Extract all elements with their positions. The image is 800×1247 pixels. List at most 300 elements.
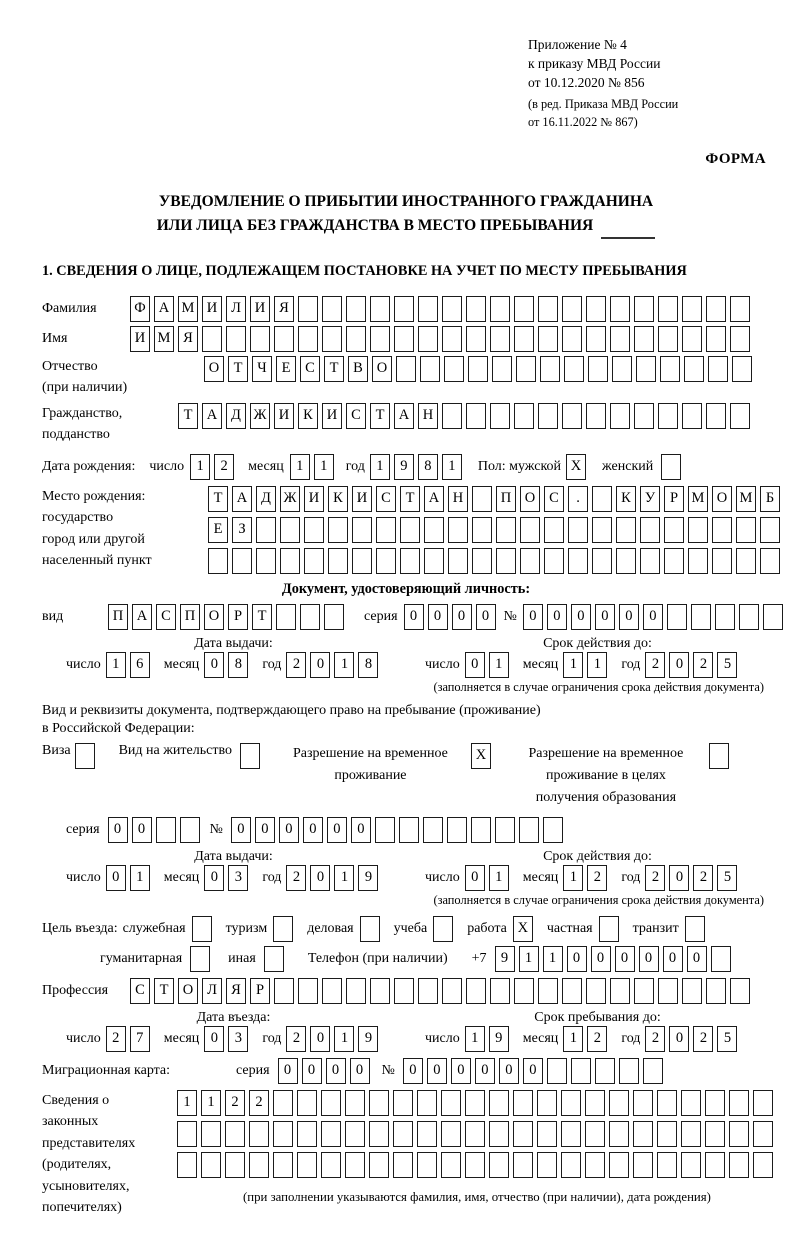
char-cell[interactable]: 0: [204, 1026, 224, 1052]
char-cell[interactable]: [636, 356, 656, 382]
char-cell[interactable]: [753, 1152, 773, 1178]
char-cell[interactable]: [370, 326, 390, 352]
char-cell[interactable]: Т: [370, 403, 390, 429]
char-cell[interactable]: [657, 1121, 677, 1147]
char-cell[interactable]: [256, 517, 276, 543]
char-cell[interactable]: [328, 548, 348, 574]
char-cell[interactable]: [369, 1152, 389, 1178]
char-cell[interactable]: Я: [274, 296, 294, 322]
char-cell[interactable]: [190, 946, 210, 972]
char-cell[interactable]: [321, 1152, 341, 1178]
char-cell[interactable]: [420, 356, 440, 382]
char-cell[interactable]: [240, 743, 260, 769]
char-cell[interactable]: С: [376, 486, 396, 512]
char-cell[interactable]: 5: [717, 652, 737, 678]
char-cell[interactable]: С: [130, 978, 150, 1004]
char-cell[interactable]: [537, 1152, 557, 1178]
char-cell[interactable]: И: [202, 296, 222, 322]
char-cell[interactable]: [658, 296, 678, 322]
char-cell[interactable]: [691, 604, 711, 630]
char-cell[interactable]: 2: [214, 454, 234, 480]
char-cell[interactable]: [633, 1121, 653, 1147]
char-cell[interactable]: 0: [303, 817, 323, 843]
char-cell[interactable]: 0: [663, 946, 683, 972]
char-cell[interactable]: [424, 517, 444, 543]
char-cell[interactable]: 2: [693, 865, 713, 891]
char-cell[interactable]: Я: [226, 978, 246, 1004]
char-cell[interactable]: [495, 817, 515, 843]
char-cell[interactable]: 1: [442, 454, 462, 480]
char-cell[interactable]: [298, 326, 318, 352]
char-cell[interactable]: [490, 403, 510, 429]
char-cell[interactable]: [634, 326, 654, 352]
char-cell[interactable]: К: [298, 403, 318, 429]
char-cell[interactable]: К: [616, 486, 636, 512]
char-cell[interactable]: 1: [543, 946, 563, 972]
char-cell[interactable]: П: [180, 604, 200, 630]
char-cell[interactable]: 0: [279, 817, 299, 843]
char-cell[interactable]: [345, 1090, 365, 1116]
char-cell[interactable]: 0: [310, 1026, 330, 1052]
char-cell[interactable]: 1: [201, 1090, 221, 1116]
char-cell[interactable]: [682, 403, 702, 429]
char-cell[interactable]: Ж: [280, 486, 300, 512]
char-cell[interactable]: [547, 1058, 567, 1084]
char-cell[interactable]: [225, 1152, 245, 1178]
char-cell[interactable]: [730, 326, 750, 352]
char-cell[interactable]: [538, 296, 558, 322]
char-cell[interactable]: 0: [465, 865, 485, 891]
char-cell[interactable]: [156, 817, 176, 843]
char-cell[interactable]: [394, 326, 414, 352]
char-cell[interactable]: [370, 296, 390, 322]
char-cell[interactable]: [514, 326, 534, 352]
char-cell[interactable]: [585, 1121, 605, 1147]
char-cell[interactable]: Р: [228, 604, 248, 630]
char-cell[interactable]: 3: [228, 865, 248, 891]
char-cell[interactable]: [729, 1121, 749, 1147]
char-cell[interactable]: [346, 296, 366, 322]
char-cell[interactable]: Ч: [252, 356, 272, 382]
char-cell[interactable]: [225, 1121, 245, 1147]
char-cell[interactable]: [369, 1090, 389, 1116]
char-cell[interactable]: 1: [587, 652, 607, 678]
char-cell[interactable]: 1: [489, 652, 509, 678]
char-cell[interactable]: 0: [132, 817, 152, 843]
char-cell[interactable]: [273, 1121, 293, 1147]
char-cell[interactable]: [561, 1090, 581, 1116]
char-cell[interactable]: [640, 517, 660, 543]
char-cell[interactable]: [609, 1121, 629, 1147]
char-cell[interactable]: [490, 326, 510, 352]
char-cell[interactable]: [586, 326, 606, 352]
char-cell[interactable]: 1: [489, 865, 509, 891]
char-cell[interactable]: [400, 517, 420, 543]
char-cell[interactable]: 2: [286, 1026, 306, 1052]
char-cell[interactable]: [708, 356, 728, 382]
char-cell[interactable]: [393, 1152, 413, 1178]
char-cell[interactable]: [705, 1152, 725, 1178]
char-cell[interactable]: [444, 356, 464, 382]
char-cell[interactable]: И: [304, 486, 324, 512]
char-cell[interactable]: [226, 326, 246, 352]
char-cell[interactable]: 0: [499, 1058, 519, 1084]
char-cell[interactable]: 8: [358, 652, 378, 678]
char-cell[interactable]: 2: [106, 1026, 126, 1052]
char-cell[interactable]: [441, 1090, 461, 1116]
char-cell[interactable]: [276, 604, 296, 630]
char-cell[interactable]: И: [130, 326, 150, 352]
char-cell[interactable]: [519, 817, 539, 843]
char-cell[interactable]: [471, 817, 491, 843]
char-cell[interactable]: [729, 1090, 749, 1116]
char-cell[interactable]: А: [202, 403, 222, 429]
char-cell[interactable]: У: [640, 486, 660, 512]
char-cell[interactable]: А: [424, 486, 444, 512]
char-cell[interactable]: [75, 743, 95, 769]
char-cell[interactable]: 1: [334, 652, 354, 678]
char-cell[interactable]: 0: [106, 865, 126, 891]
char-cell[interactable]: П: [496, 486, 516, 512]
char-cell[interactable]: [513, 1090, 533, 1116]
char-cell[interactable]: [610, 326, 630, 352]
char-cell[interactable]: Д: [226, 403, 246, 429]
char-cell[interactable]: [465, 1090, 485, 1116]
char-cell[interactable]: [180, 817, 200, 843]
char-cell[interactable]: [490, 296, 510, 322]
char-cell[interactable]: 0: [403, 1058, 423, 1084]
char-cell[interactable]: 2: [645, 1026, 665, 1052]
char-cell[interactable]: [297, 1090, 317, 1116]
char-cell[interactable]: [562, 296, 582, 322]
char-cell[interactable]: [514, 296, 534, 322]
char-cell[interactable]: 2: [587, 1026, 607, 1052]
char-cell[interactable]: [586, 978, 606, 1004]
char-cell[interactable]: [417, 1090, 437, 1116]
char-cell[interactable]: [540, 356, 560, 382]
char-cell[interactable]: [321, 1090, 341, 1116]
char-cell[interactable]: [513, 1121, 533, 1147]
char-cell[interactable]: [586, 403, 606, 429]
char-cell[interactable]: [681, 1121, 701, 1147]
char-cell[interactable]: А: [132, 604, 152, 630]
char-cell[interactable]: [345, 1152, 365, 1178]
char-cell[interactable]: [297, 1152, 317, 1178]
char-cell[interactable]: [328, 517, 348, 543]
char-cell[interactable]: Л: [226, 296, 246, 322]
char-cell[interactable]: [585, 1090, 605, 1116]
char-cell[interactable]: [492, 356, 512, 382]
char-cell[interactable]: Н: [448, 486, 468, 512]
char-cell[interactable]: 0: [639, 946, 659, 972]
char-cell[interactable]: 0: [475, 1058, 495, 1084]
char-cell[interactable]: 1: [177, 1090, 197, 1116]
char-cell[interactable]: [685, 916, 705, 942]
char-cell[interactable]: 1: [563, 865, 583, 891]
char-cell[interactable]: С: [346, 403, 366, 429]
char-cell[interactable]: [739, 604, 759, 630]
char-cell[interactable]: [564, 356, 584, 382]
char-cell[interactable]: Т: [228, 356, 248, 382]
char-cell[interactable]: [322, 296, 342, 322]
char-cell[interactable]: [322, 978, 342, 1004]
char-cell[interactable]: .: [568, 486, 588, 512]
char-cell[interactable]: [396, 356, 416, 382]
char-cell[interactable]: [609, 1090, 629, 1116]
char-cell[interactable]: [706, 403, 726, 429]
char-cell[interactable]: 0: [327, 817, 347, 843]
char-cell[interactable]: [633, 1152, 653, 1178]
char-cell[interactable]: [400, 548, 420, 574]
char-cell[interactable]: [346, 978, 366, 1004]
char-cell[interactable]: 8: [228, 652, 248, 678]
char-cell[interactable]: 1: [334, 865, 354, 891]
char-cell[interactable]: 0: [523, 604, 543, 630]
char-cell[interactable]: 0: [567, 946, 587, 972]
char-cell[interactable]: 9: [358, 1026, 378, 1052]
char-cell[interactable]: 2: [587, 865, 607, 891]
char-cell[interactable]: [568, 517, 588, 543]
char-cell[interactable]: [658, 978, 678, 1004]
char-cell[interactable]: И: [274, 403, 294, 429]
char-cell[interactable]: [660, 356, 680, 382]
char-cell[interactable]: М: [688, 486, 708, 512]
char-cell[interactable]: А: [154, 296, 174, 322]
char-cell[interactable]: [684, 356, 704, 382]
char-cell[interactable]: 2: [693, 652, 713, 678]
char-cell[interactable]: [417, 1121, 437, 1147]
char-cell[interactable]: [562, 978, 582, 1004]
char-cell[interactable]: [538, 978, 558, 1004]
char-cell[interactable]: [466, 978, 486, 1004]
char-cell[interactable]: [202, 326, 222, 352]
char-cell[interactable]: 0: [255, 817, 275, 843]
char-cell[interactable]: [682, 978, 702, 1004]
char-cell[interactable]: [441, 1152, 461, 1178]
char-cell[interactable]: И: [250, 296, 270, 322]
char-cell[interactable]: [280, 548, 300, 574]
char-cell[interactable]: [562, 326, 582, 352]
char-cell[interactable]: 0: [231, 817, 251, 843]
char-cell[interactable]: [610, 296, 630, 322]
char-cell[interactable]: [667, 604, 687, 630]
char-cell[interactable]: 0: [451, 1058, 471, 1084]
char-cell[interactable]: [661, 454, 681, 480]
char-cell[interactable]: [753, 1121, 773, 1147]
char-cell[interactable]: [760, 517, 780, 543]
char-cell[interactable]: [520, 517, 540, 543]
char-cell[interactable]: 1: [314, 454, 334, 480]
char-cell[interactable]: [264, 946, 284, 972]
char-cell[interactable]: [544, 548, 564, 574]
char-cell[interactable]: [753, 1090, 773, 1116]
char-cell[interactable]: [496, 517, 516, 543]
char-cell[interactable]: 0: [669, 1026, 689, 1052]
char-cell[interactable]: 0: [428, 604, 448, 630]
char-cell[interactable]: [177, 1121, 197, 1147]
char-cell[interactable]: [393, 1121, 413, 1147]
char-cell[interactable]: Я: [178, 326, 198, 352]
char-cell[interactable]: 0: [643, 604, 663, 630]
char-cell[interactable]: [442, 296, 462, 322]
char-cell[interactable]: 3: [228, 1026, 248, 1052]
char-cell[interactable]: [586, 296, 606, 322]
char-cell[interactable]: [538, 326, 558, 352]
char-cell[interactable]: [712, 517, 732, 543]
char-cell[interactable]: [657, 1090, 677, 1116]
char-cell[interactable]: О: [712, 486, 732, 512]
char-cell[interactable]: [442, 403, 462, 429]
char-cell[interactable]: [300, 604, 320, 630]
char-cell[interactable]: [538, 403, 558, 429]
char-cell[interactable]: [370, 978, 390, 1004]
char-cell[interactable]: 0: [404, 604, 424, 630]
char-cell[interactable]: [472, 548, 492, 574]
char-cell[interactable]: [729, 1152, 749, 1178]
char-cell[interactable]: 0: [452, 604, 472, 630]
char-cell[interactable]: 5: [717, 1026, 737, 1052]
char-cell[interactable]: [394, 296, 414, 322]
char-cell[interactable]: П: [108, 604, 128, 630]
char-cell[interactable]: И: [322, 403, 342, 429]
char-cell[interactable]: 0: [350, 1058, 370, 1084]
char-cell[interactable]: Т: [154, 978, 174, 1004]
char-cell[interactable]: 0: [615, 946, 635, 972]
char-cell[interactable]: 1: [290, 454, 310, 480]
char-cell[interactable]: Е: [208, 517, 228, 543]
char-cell[interactable]: Д: [256, 486, 276, 512]
char-cell[interactable]: [658, 326, 678, 352]
char-cell[interactable]: [298, 978, 318, 1004]
char-cell[interactable]: [304, 548, 324, 574]
char-cell[interactable]: А: [394, 403, 414, 429]
char-cell[interactable]: 2: [645, 652, 665, 678]
char-cell[interactable]: [634, 978, 654, 1004]
char-cell[interactable]: [424, 548, 444, 574]
char-cell[interactable]: 9: [489, 1026, 509, 1052]
char-cell[interactable]: [201, 1152, 221, 1178]
char-cell[interactable]: [688, 517, 708, 543]
char-cell[interactable]: [489, 1121, 509, 1147]
char-cell[interactable]: Л: [202, 978, 222, 1004]
char-cell[interactable]: [537, 1090, 557, 1116]
char-cell[interactable]: [465, 1152, 485, 1178]
char-cell[interactable]: [297, 1121, 317, 1147]
char-cell[interactable]: [715, 604, 735, 630]
char-cell[interactable]: [256, 548, 276, 574]
char-cell[interactable]: 0: [595, 604, 615, 630]
char-cell[interactable]: [250, 326, 270, 352]
char-cell[interactable]: [304, 517, 324, 543]
char-cell[interactable]: М: [178, 296, 198, 322]
char-cell[interactable]: З: [232, 517, 252, 543]
char-cell[interactable]: К: [328, 486, 348, 512]
char-cell[interactable]: [249, 1152, 269, 1178]
char-cell[interactable]: 0: [326, 1058, 346, 1084]
char-cell[interactable]: [664, 548, 684, 574]
char-cell[interactable]: 1: [370, 454, 390, 480]
char-cell[interactable]: X: [566, 454, 586, 480]
char-cell[interactable]: С: [156, 604, 176, 630]
char-cell[interactable]: [273, 916, 293, 942]
char-cell[interactable]: 2: [286, 865, 306, 891]
char-cell[interactable]: Ф: [130, 296, 150, 322]
char-cell[interactable]: [352, 548, 372, 574]
char-cell[interactable]: [448, 517, 468, 543]
char-cell[interactable]: [599, 916, 619, 942]
char-cell[interactable]: 1: [465, 1026, 485, 1052]
char-cell[interactable]: 0: [591, 946, 611, 972]
char-cell[interactable]: [763, 604, 783, 630]
char-cell[interactable]: [249, 1121, 269, 1147]
char-cell[interactable]: [447, 817, 467, 843]
char-cell[interactable]: [472, 486, 492, 512]
char-cell[interactable]: 2: [225, 1090, 245, 1116]
char-cell[interactable]: 2: [249, 1090, 269, 1116]
char-cell[interactable]: [360, 916, 380, 942]
char-cell[interactable]: [706, 978, 726, 1004]
char-cell[interactable]: О: [204, 356, 224, 382]
char-cell[interactable]: [592, 486, 612, 512]
char-cell[interactable]: [472, 517, 492, 543]
char-cell[interactable]: О: [372, 356, 392, 382]
char-cell[interactable]: [448, 548, 468, 574]
char-cell[interactable]: 0: [465, 652, 485, 678]
char-cell[interactable]: 7: [130, 1026, 150, 1052]
char-cell[interactable]: [595, 1058, 615, 1084]
char-cell[interactable]: [273, 1152, 293, 1178]
char-cell[interactable]: [442, 978, 462, 1004]
char-cell[interactable]: [562, 403, 582, 429]
char-cell[interactable]: [568, 548, 588, 574]
char-cell[interactable]: Б: [760, 486, 780, 512]
char-cell[interactable]: [592, 517, 612, 543]
char-cell[interactable]: X: [471, 743, 491, 769]
char-cell[interactable]: [376, 548, 396, 574]
char-cell[interactable]: [643, 1058, 663, 1084]
char-cell[interactable]: [418, 326, 438, 352]
char-cell[interactable]: 2: [645, 865, 665, 891]
char-cell[interactable]: [417, 1152, 437, 1178]
char-cell[interactable]: 1: [334, 1026, 354, 1052]
char-cell[interactable]: [418, 296, 438, 322]
char-cell[interactable]: [489, 1152, 509, 1178]
char-cell[interactable]: [634, 296, 654, 322]
char-cell[interactable]: [619, 1058, 639, 1084]
char-cell[interactable]: Н: [418, 403, 438, 429]
char-cell[interactable]: [393, 1090, 413, 1116]
char-cell[interactable]: [706, 326, 726, 352]
char-cell[interactable]: [664, 517, 684, 543]
char-cell[interactable]: [760, 548, 780, 574]
char-cell[interactable]: [433, 916, 453, 942]
char-cell[interactable]: [346, 326, 366, 352]
char-cell[interactable]: [466, 326, 486, 352]
char-cell[interactable]: [561, 1152, 581, 1178]
char-cell[interactable]: 1: [130, 865, 150, 891]
char-cell[interactable]: А: [232, 486, 252, 512]
char-cell[interactable]: [705, 1090, 725, 1116]
char-cell[interactable]: [543, 817, 563, 843]
char-cell[interactable]: О: [178, 978, 198, 1004]
char-cell[interactable]: [192, 916, 212, 942]
char-cell[interactable]: 0: [204, 865, 224, 891]
char-cell[interactable]: [585, 1152, 605, 1178]
char-cell[interactable]: [633, 1090, 653, 1116]
char-cell[interactable]: [490, 978, 510, 1004]
char-cell[interactable]: [732, 356, 752, 382]
char-cell[interactable]: [571, 1058, 591, 1084]
